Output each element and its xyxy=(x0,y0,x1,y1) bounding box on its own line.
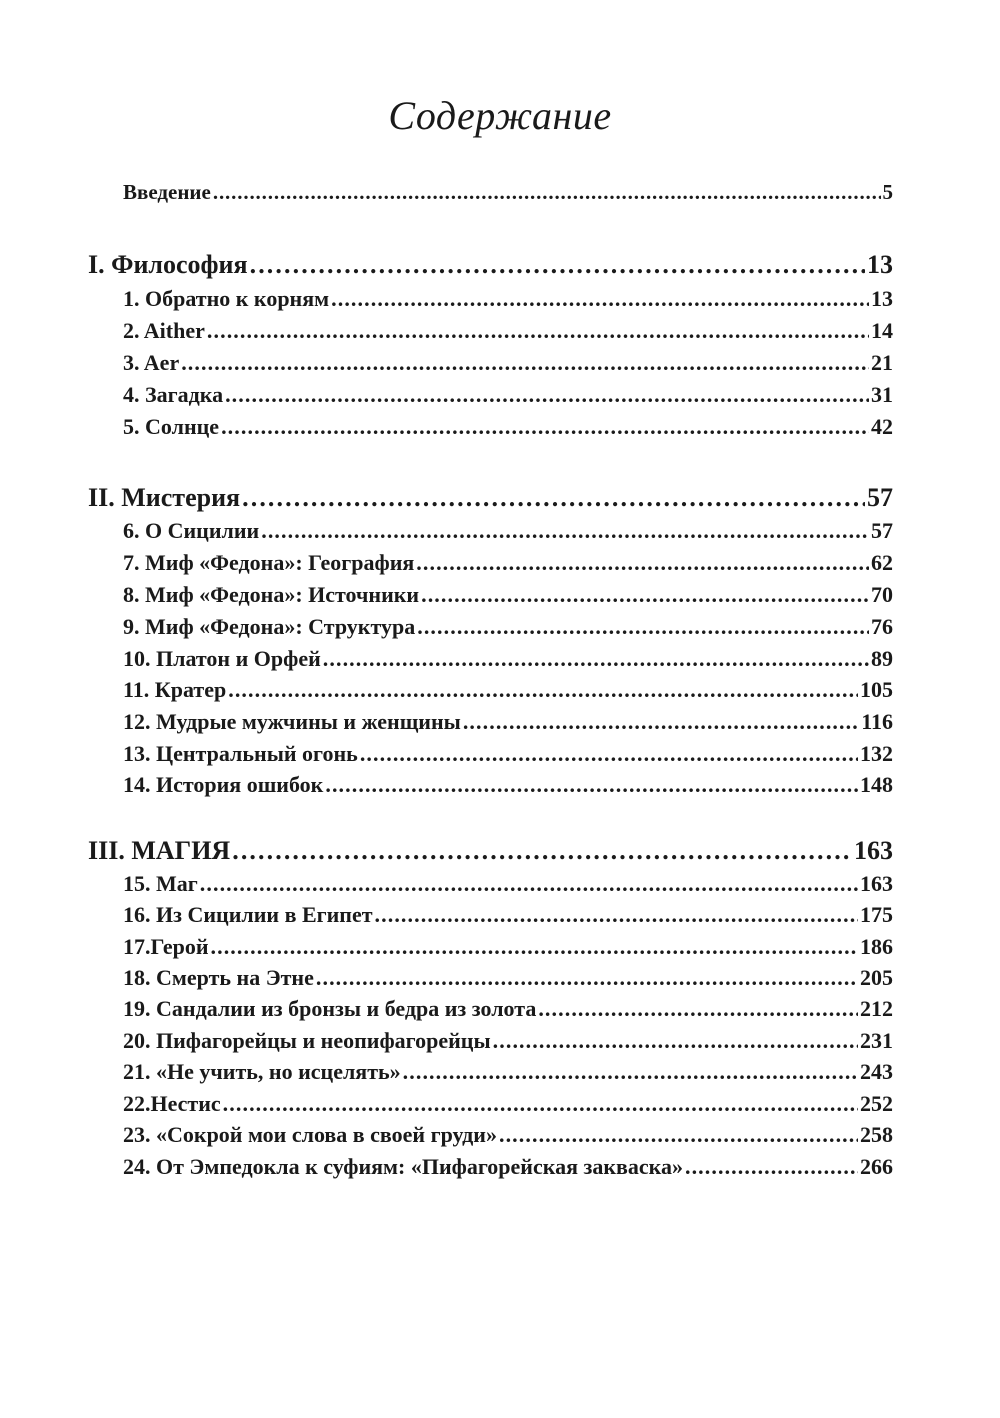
dot-leader xyxy=(200,871,858,897)
toc-chapter-page: 76 xyxy=(871,614,893,639)
page-title: Содержание xyxy=(388,93,612,138)
toc-chapter-page: 31 xyxy=(871,382,893,407)
dot-leader xyxy=(207,318,869,344)
toc-chapter-page: 89 xyxy=(871,646,893,671)
toc-part-label: II. Мистерия xyxy=(88,483,241,512)
toc-chapter-18[interactable] xyxy=(123,965,893,991)
toc-chapter-23[interactable] xyxy=(123,1122,893,1148)
toc-part-label: III. МАГИЯ xyxy=(88,836,231,865)
toc-chapter-page: 212 xyxy=(860,996,893,1021)
toc-chapter-6[interactable] xyxy=(123,518,893,544)
dot-leader xyxy=(416,550,869,576)
toc-chapter-1[interactable] xyxy=(123,286,893,312)
toc-chapter-page: 163 xyxy=(860,871,893,896)
dot-leader xyxy=(493,1028,858,1054)
toc-part-1[interactable] xyxy=(88,250,893,280)
toc-chapter-label: 8. Миф «Федона»: Источники xyxy=(123,582,420,607)
toc-entry-label: Введение xyxy=(123,180,211,204)
dot-leader xyxy=(421,582,869,608)
dot-leader xyxy=(221,414,869,440)
toc-part-3[interactable] xyxy=(88,836,893,866)
toc-chapter-label: 5. Солнце xyxy=(123,414,220,439)
toc-chapter-page: 258 xyxy=(860,1122,893,1147)
toc-chapter-page: 14 xyxy=(871,318,893,343)
toc-chapter-19[interactable] xyxy=(123,996,893,1022)
toc-chapter-page: 105 xyxy=(860,677,893,702)
toc-chapter-label: 6. О Сицилии xyxy=(123,518,260,543)
dot-leader xyxy=(375,902,858,928)
toc-chapter-3[interactable] xyxy=(123,350,893,376)
dot-leader xyxy=(323,646,869,672)
toc-chapter-label: 24. От Эмпедокла к суфиям: «Пифагорейская закваска» xyxy=(123,1154,683,1179)
toc-chapter-label: 21. «Не учить, но исцелять» xyxy=(123,1059,401,1084)
toc-chapter-page: 62 xyxy=(871,550,893,575)
dot-leader xyxy=(213,180,881,205)
dot-leader xyxy=(463,709,859,735)
toc-chapter-page: 186 xyxy=(860,934,893,959)
toc-chapter-page: 175 xyxy=(860,902,893,927)
toc-chapter-label: 18. Смерть на Этне xyxy=(123,965,314,990)
toc-chapter-label: 19. Сандалии из бронзы и бедра из золота xyxy=(123,996,537,1021)
toc-chapter-20[interactable] xyxy=(123,1028,893,1054)
toc-chapter-21[interactable] xyxy=(123,1059,893,1085)
toc-chapter-11[interactable] xyxy=(123,677,893,703)
toc-chapter-page: 266 xyxy=(860,1154,893,1179)
toc-part-page: 57 xyxy=(867,483,893,512)
toc-chapter-page: 21 xyxy=(871,350,893,375)
toc-entry-page: 5 xyxy=(882,180,893,204)
dot-leader xyxy=(403,1059,858,1085)
dot-leader xyxy=(499,1122,858,1148)
toc-chapter-page: 205 xyxy=(860,965,893,990)
toc-chapter-page: 148 xyxy=(860,772,893,797)
toc-chapter-label: 9. Миф «Федона»: Структура xyxy=(123,614,416,639)
toc-chapter-page: 42 xyxy=(871,414,893,439)
dot-leader xyxy=(242,483,865,513)
toc-part-label: I. Философия xyxy=(88,250,248,279)
toc-chapter-9[interactable] xyxy=(123,614,893,640)
toc-chapter-label: 12. Мудрые мужчины и женщины xyxy=(123,709,461,734)
dot-leader xyxy=(417,614,869,640)
dot-leader xyxy=(316,965,858,991)
toc-chapter-12[interactable] xyxy=(123,709,893,735)
toc-chapter-label: 1. Обратно к корням xyxy=(123,286,330,311)
toc-chapter-label: 10. Платон и Орфей xyxy=(123,646,321,671)
toc-chapter-page: 231 xyxy=(860,1028,893,1053)
toc-chapter-10[interactable] xyxy=(123,646,893,672)
toc-chapter-16[interactable] xyxy=(123,902,893,928)
toc-chapter-14[interactable] xyxy=(123,772,893,798)
toc-chapter-17[interactable] xyxy=(123,934,893,960)
toc-chapter-page: 57 xyxy=(871,518,893,543)
toc-chapter-label: 16. Из Сицилии в Египет xyxy=(123,902,373,927)
toc-chapter-page: 132 xyxy=(860,741,893,766)
dot-leader xyxy=(211,934,859,960)
toc-chapter-24[interactable] xyxy=(123,1154,893,1180)
dot-leader xyxy=(181,350,869,376)
toc-chapter-8[interactable] xyxy=(123,582,893,608)
dot-leader xyxy=(325,772,858,798)
toc-chapter-label: 3. Aer xyxy=(123,350,180,375)
toc-chapter-page: 252 xyxy=(860,1091,893,1116)
toc-chapter-15[interactable] xyxy=(123,871,893,897)
toc-part-2[interactable] xyxy=(88,483,893,513)
dot-leader xyxy=(250,250,865,280)
toc-chapter-label: 7. Миф «Федона»: География xyxy=(123,550,415,575)
toc-chapter-label: 13. Центральный огонь xyxy=(123,741,358,766)
toc-chapter-page: 116 xyxy=(861,709,893,734)
toc-chapter-label: 11. Кратер xyxy=(123,677,227,702)
toc-part-page: 13 xyxy=(867,250,893,279)
toc-chapter-label: 23. «Сокрой мои слова в своей груди» xyxy=(123,1122,497,1147)
toc-chapter-5[interactable] xyxy=(123,414,893,440)
toc-entry-intro[interactable] xyxy=(123,180,893,205)
toc-chapter-label: 20. Пифагорейцы и неопифагорейцы xyxy=(123,1028,491,1053)
dot-leader xyxy=(232,836,852,866)
dot-leader xyxy=(331,286,869,312)
dot-leader xyxy=(223,1091,858,1117)
toc-chapter-2[interactable] xyxy=(123,318,893,344)
toc-chapter-page: 13 xyxy=(871,286,893,311)
dot-leader xyxy=(360,741,858,767)
toc-chapter-22[interactable] xyxy=(123,1091,893,1117)
toc-part-page: 163 xyxy=(854,836,893,865)
toc-chapter-page: 243 xyxy=(860,1059,893,1084)
dot-leader xyxy=(685,1154,858,1180)
toc-chapter-label: 22.Нестис xyxy=(123,1091,221,1116)
dot-leader xyxy=(538,996,858,1022)
toc-chapter-7[interactable] xyxy=(123,550,893,576)
dot-leader xyxy=(225,382,869,408)
toc-chapter-label: 15. Маг xyxy=(123,871,198,896)
toc-chapter-4[interactable] xyxy=(123,382,893,408)
toc-chapter-label: 14. История ошибок xyxy=(123,772,324,797)
toc-chapter-13[interactable] xyxy=(123,741,893,767)
toc-chapter-label: 4. Загадка xyxy=(123,382,224,407)
dot-leader xyxy=(261,518,869,544)
toc-chapter-page: 70 xyxy=(871,582,893,607)
dot-leader xyxy=(228,677,858,703)
toc-chapter-label: 17.Герой xyxy=(123,934,209,959)
toc-chapter-label: 2. Aither xyxy=(123,318,205,343)
